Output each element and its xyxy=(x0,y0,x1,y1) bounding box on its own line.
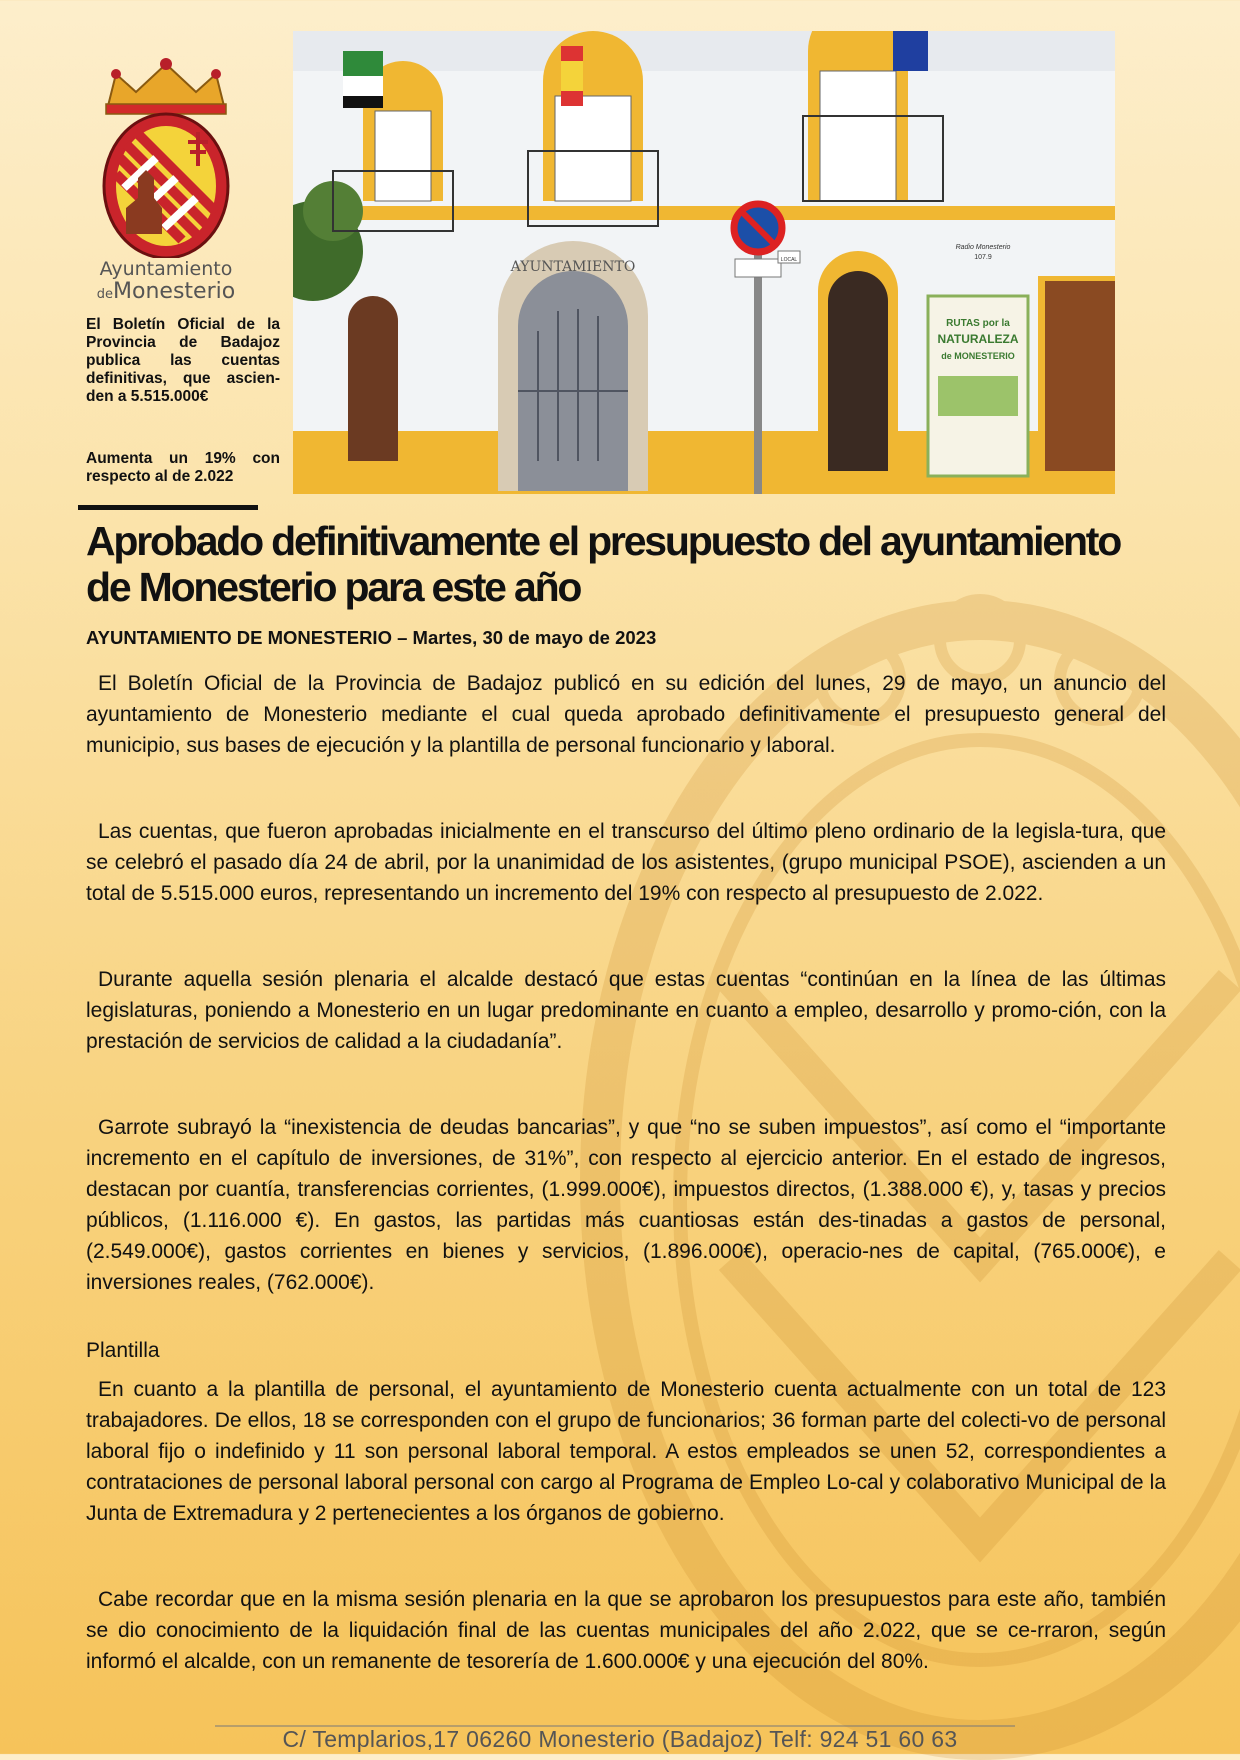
section-heading-plantilla: Plantilla xyxy=(86,1339,160,1362)
svg-text:Radio Monesterio: Radio Monesterio xyxy=(955,244,1011,251)
paragraph-5: En cuanto a la plantilla de personal, el ayuntamiento de Monesterio cuenta actualmente con un total de 123 trabajadores. De ellos, 18 se corresponden con el grupo de funcionarios; 36 forman parte del colecti-vo de personal laboral fijo o indefinido y 11 son personal laboral temporal. A estos empleados se unen 52, correspondientes a contrataciones de personal laboral personal con cargo al Programa de Empleo Lo-cal y colaborativo Municipal de la Junta de Extremadura y 2 pertenecientes a los órganos de gobierno. xyxy=(86,1378,1166,1525)
logo-wordmark xyxy=(86,260,246,303)
paragraph-4: Garrote subrayó la “inexistencia de deudas bancarias”, y que “no se suben impuestos”, así como el “importante incremento en el capítulo de inversiones, de 31%”, con respecto al ejercicio anterior. En el estado de ingresos, destacan por cuantía, transferencias corrientes, (1.999.000€), impuestos directos, (1.388.000 €), y, tasas y precios públicos, (1.116.000 €). En gastos, las partidas más cuantiosas están des-tinadas a gastos de personal, (2.549.000€), gastos corrientes en bienes y servicios, (1.896.000€), operacio-nes de capital, (765.000€), e inversiones reales, (762.000€). xyxy=(86,1116,1166,1294)
paragraph-3: Durante aquella sesión plenaria el alcalde destacó que estas cuentas “continúan en la línea de las últimas legislaturas, poniendo a Monesterio en un lugar predominante en cuanto a empleo, desarrollo y promo-ción, con la prestación de servicios de calidad a la ciudadanía”. xyxy=(86,968,1166,1053)
logo-line2: deMonesterio xyxy=(96,278,236,304)
article-body xyxy=(86,668,1166,1732)
svg-text:de MONESTERIO: de MONESTERIO xyxy=(941,351,1015,361)
title-rule xyxy=(78,505,258,510)
svg-text:RUTAS por la: RUTAS por la xyxy=(946,318,1010,329)
paragraph-1: El Boletín Oficial de la Provincia de Badajoz publicó en su edición del lunes, 29 de mayo, un anuncio del ayuntamiento de Monesterio mediante el cual queda aprobado definitivamente el presupuesto general del municipio, sus bases de ejecución y la plantilla de personal funcionario y laboral. xyxy=(86,672,1166,757)
svg-text:LOCAL: LOCAL xyxy=(780,257,798,263)
paragraph-2: Las cuentas, que fueron aprobadas inicialmente en el transcurso del último pleno ordinario de la legisla-tura, que se celebró el pasado día 24 de abril, por la unanimidad de los asistentes, (grupo municipal PSOE), ascienden a un total de 5.515.000 euros, representando un incremento del 19% con respecto al presupuesto de 2.022. xyxy=(86,820,1166,905)
article-byline: AYUNTAMIENTO DE MONESTERIO – Martes, 30 de mayo de 2023 xyxy=(86,627,657,648)
sidebar-note-2: Aumenta un 19% con respecto al de 2.022 xyxy=(86,450,280,485)
svg-text:107.9: 107.9 xyxy=(974,254,992,261)
paragraph-6: Cabe recordar que en la misma sesión plenaria en la que se aprobaron los presupuestos para este año, también se dio conocimiento de la liquidación final de las cuentas municipales del año 2.022, que se ce-rraron, según informó el alcalde, con un remanente de tesorería de 1.600.000€ y una ejecución del 80%. xyxy=(86,1588,1166,1673)
svg-text:AYUNTAMIENTO: AYUNTAMIENTO xyxy=(510,259,636,275)
coat-of-arms-icon xyxy=(86,58,246,258)
municipality-logo xyxy=(86,58,246,308)
logo-line1: Ayuntamiento xyxy=(99,258,233,280)
town-hall-photo xyxy=(293,31,1115,494)
sidebar-note-1: El Boletín Oficial de la Provincia de Badajoz publica las cuentas definitivas, que ascien-den a 5.515.000€ xyxy=(86,316,280,405)
svg-text:NATURALEZA: NATURALEZA xyxy=(937,332,1019,346)
footer-address: C/ Templarios,17 06260 Monesterio (Badajoz) Telf: 924 51 60 63 xyxy=(282,1726,958,1752)
article-title: Aprobado definitivamente el presupuesto del ayuntamiento de Monesterio para este año xyxy=(86,518,1121,610)
